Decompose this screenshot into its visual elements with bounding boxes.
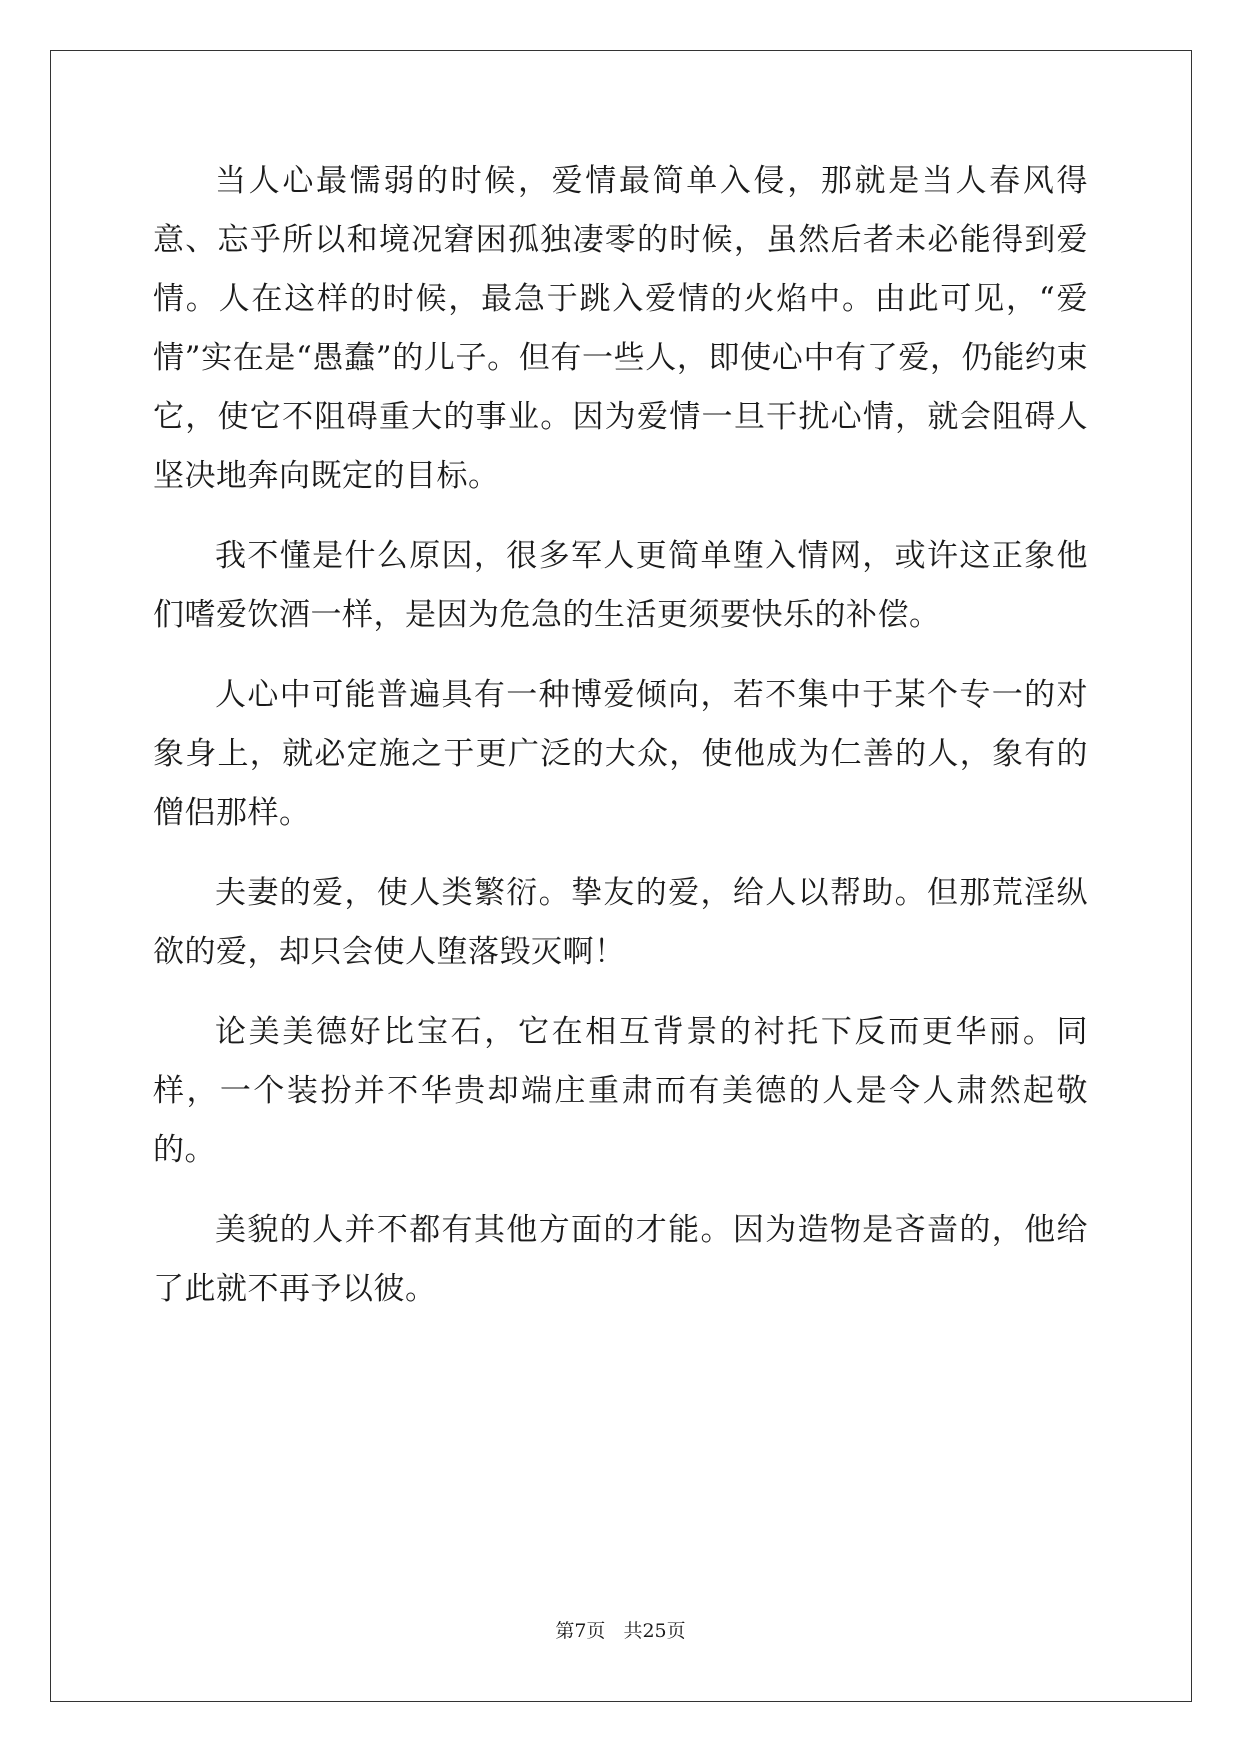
paragraph: 夫妻的爱，使人类繁衍。挚友的爱，给人以帮助。但那荒淫纵欲的爱，却只会使人堕落毁灭啊！	[153, 875, 1088, 970]
paragraph: 我不懂是什么原因，很多军人更简单堕入情网，或许这正象他们嗜爱饮酒一样，是因为危急的生活更须要快乐的补偿。	[153, 538, 1088, 633]
paragraph: 当人心最懦弱的时候，爱情最简单入侵，那就是当人春风得意、忘乎所以和境况窘困孤独凄零的时候，虽然后者未必能得到爱情。人在这样的时候，最急于跳入爱情的火焰中。由此可见，“爱情”实在是“愚蠢”的儿子。但有一些人，即使心中有了爱，仍能约束它，使它不阻碍重大的事业。因为爱情一旦干扰心情，就会阻碍人坚决地奔向既定的目标。	[153, 163, 1088, 494]
page-footer	[0, 1616, 1241, 1643]
current-page-number: 第7页	[555, 1620, 606, 1642]
paragraph: 论美美德好比宝石，它在相互背景的衬托下反而更华丽。同样，一个装扮并不华贵却端庄重肃而有美德的人是令人肃然起敬的。	[153, 1014, 1088, 1168]
document-body	[153, 152, 1088, 1319]
total-page-count: 共25页	[623, 1620, 686, 1642]
paragraph: 人心中可能普遍具有一种博爱倾向，若不集中于某个专一的对象身上，就必定施之于更广泛的大众，使他成为仁善的人，象有的僧侣那样。	[153, 677, 1088, 831]
paragraph: 美貌的人并不都有其他方面的才能。因为造物是吝啬的，他给了此就不再予以彼。	[153, 1212, 1088, 1307]
